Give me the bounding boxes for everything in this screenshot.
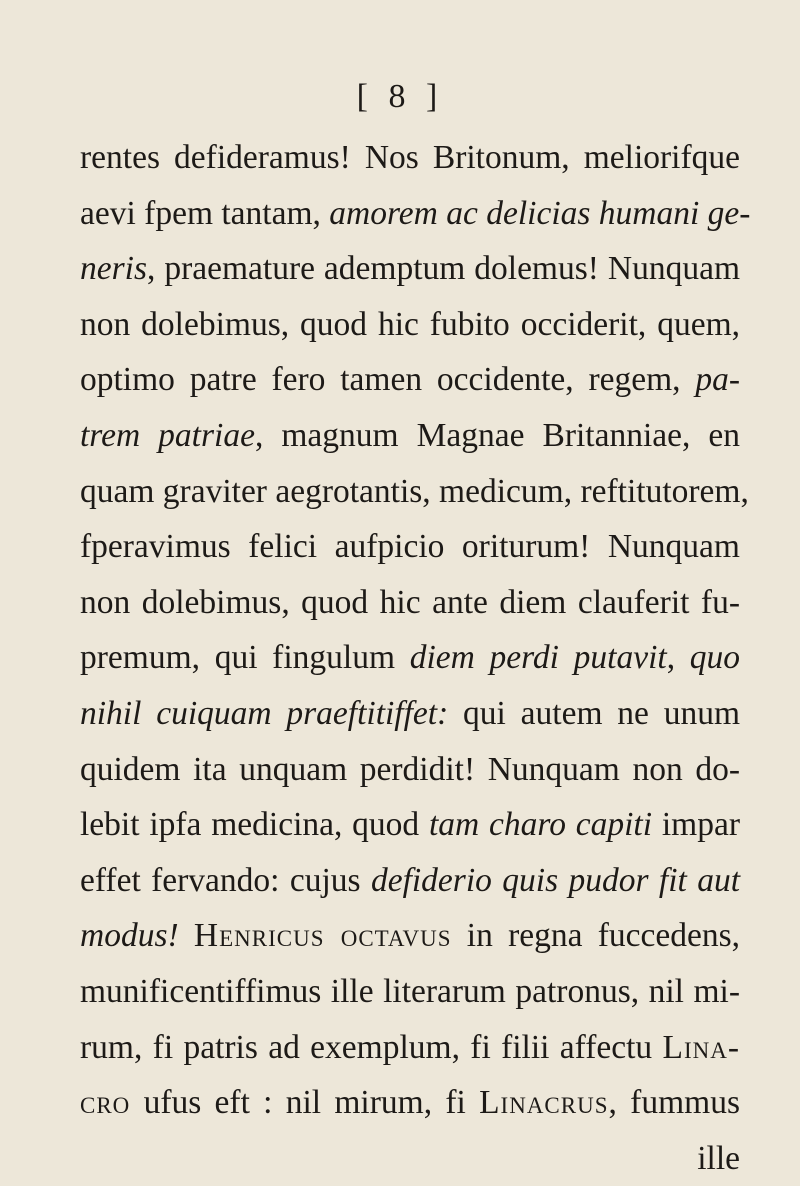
text-line bbox=[80, 1131, 740, 1186]
small-caps-text: Lina- bbox=[662, 1028, 740, 1066]
italic-text: modus! bbox=[80, 917, 179, 955]
text-segment: , bbox=[666, 639, 690, 677]
italic-text: quo bbox=[689, 639, 741, 677]
text-segment: ufus eft : nil mirum, fi bbox=[130, 1084, 480, 1122]
italic-text: defiderio quis pudor fit aut bbox=[370, 861, 741, 899]
text-segment: , fummus bbox=[608, 1084, 740, 1122]
italic-text: pa- bbox=[695, 361, 740, 399]
italic-text: neris bbox=[80, 250, 147, 288]
text-segment: effet fervando: cujus bbox=[80, 861, 371, 899]
text-segment: munificentiffimus ille literarum patronus, nil mi- bbox=[80, 972, 740, 1010]
text-segment: , praemature ademptum dolemus! Nunquam bbox=[147, 250, 740, 288]
text-segment: rum, fi patris ad exemplum, fi filii affectu bbox=[80, 1028, 663, 1066]
italic-text: tam charo capiti bbox=[428, 806, 653, 844]
small-caps-text: cro bbox=[80, 1084, 131, 1122]
text-segment: quidem ita unquam perdidit! Nunquam non do- bbox=[80, 750, 740, 788]
text-segment: quam graviter aegrotantis, medicum, reftitutorem, bbox=[80, 472, 749, 510]
text-segment: qui autem ne unum bbox=[448, 694, 740, 732]
text-line bbox=[80, 297, 740, 353]
text-line bbox=[80, 630, 740, 686]
text-segment: lebit ipfa medicina, quod bbox=[80, 806, 429, 844]
text-line bbox=[80, 186, 751, 242]
text-segment: aevi fpem tantam, bbox=[80, 194, 330, 232]
text-segment: non dolebimus, quod hic ante diem clauferit fu- bbox=[80, 583, 740, 621]
text-line bbox=[80, 519, 740, 575]
text-segment: non dolebimus, quod hic fubito occiderit, quem, bbox=[80, 305, 740, 343]
text-segment: optimo patre fero tamen occidente, regem, bbox=[80, 361, 696, 399]
body-text bbox=[80, 130, 751, 1186]
text-line bbox=[80, 408, 740, 464]
text-line bbox=[80, 853, 740, 909]
page-header: [ 8 ] bbox=[356, 78, 444, 115]
text-line bbox=[80, 686, 740, 742]
text-line bbox=[80, 352, 740, 408]
italic-text: amorem ac delicias humani ge- bbox=[329, 194, 751, 232]
text-segment: , magnum Magnae Britanniae, en bbox=[254, 416, 741, 454]
italic-text: trem patriae bbox=[80, 416, 255, 454]
italic-text: nihil cuiquam praeftitiffet: bbox=[80, 694, 449, 732]
small-caps-text: Linacrus bbox=[479, 1084, 609, 1122]
text-segment: premum, qui fingulum bbox=[80, 639, 410, 677]
text-line bbox=[80, 797, 740, 853]
text-segment: rentes defideramus! Nos Britonum, meliorifque bbox=[80, 139, 740, 176]
text-segment: ille bbox=[697, 1139, 740, 1177]
text-line bbox=[80, 908, 740, 964]
text-line bbox=[80, 1075, 740, 1131]
text-segment: in regna fuccedens, bbox=[451, 917, 741, 955]
text-line bbox=[80, 241, 740, 297]
text-line bbox=[80, 964, 740, 1020]
text-line bbox=[80, 742, 740, 798]
text-segment: impar bbox=[652, 806, 740, 844]
text-segment: fperavimus felici aufpicio oriturum! Nunquam bbox=[80, 528, 740, 566]
text-line bbox=[80, 130, 740, 186]
small-caps-text: Henricus octavus bbox=[193, 917, 452, 955]
italic-text: diem perdi putavit bbox=[409, 639, 667, 677]
text-line bbox=[80, 575, 740, 631]
text-line bbox=[80, 1020, 740, 1076]
text-segment bbox=[179, 917, 194, 954]
text-line bbox=[80, 464, 749, 520]
